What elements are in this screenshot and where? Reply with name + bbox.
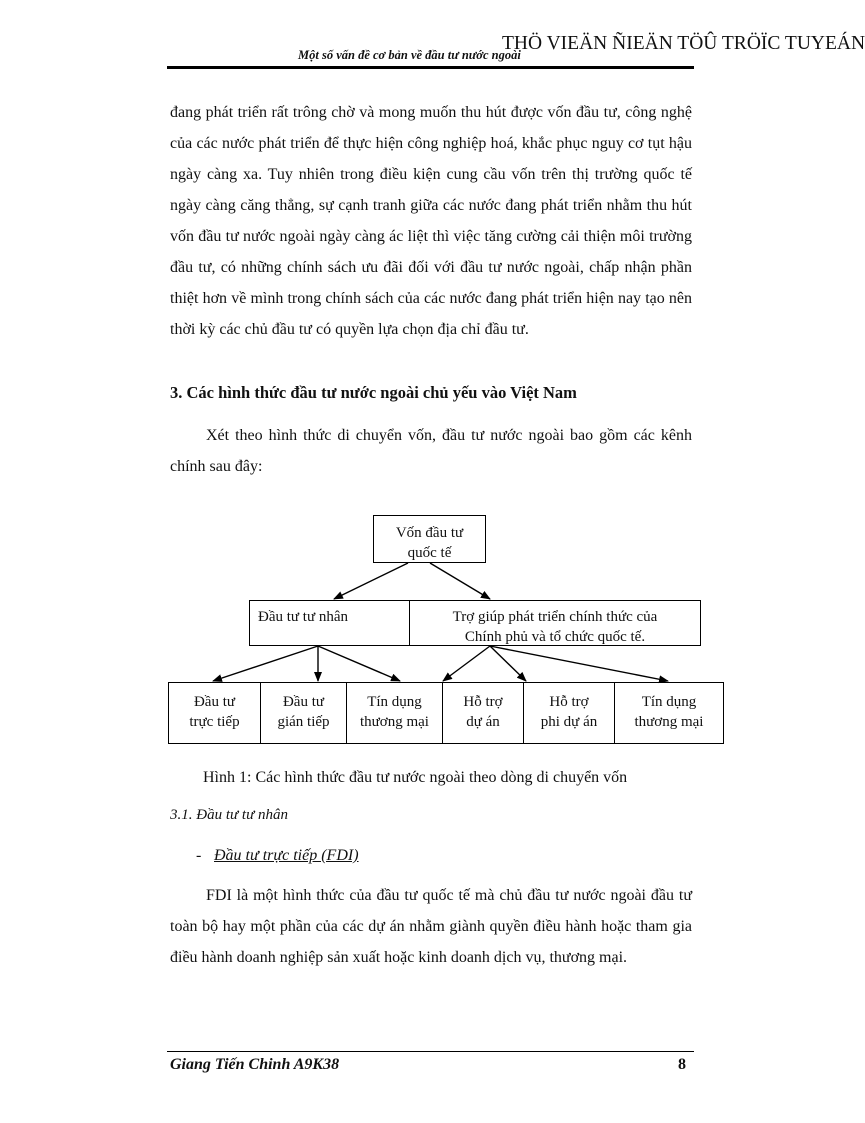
leaf-line2: trực tiếp — [189, 714, 240, 730]
diagram-private-investment: Đầu tư tư nhân — [250, 601, 410, 645]
leaf-line1: Hỗ trợ — [463, 694, 503, 710]
diagram-root-line1: Vốn đầu tư — [395, 525, 464, 541]
diagram-leaf — [524, 683, 615, 743]
arrow-oda-to-project — [443, 646, 490, 681]
diagram-oda-line2: Chính phủ và tổ chức quốc tế. — [464, 629, 646, 645]
leaf-line1: Đầu tư — [282, 694, 325, 710]
leaf-line2: thương mại — [360, 714, 429, 730]
leaf-line1: Đầu tư — [193, 694, 236, 710]
arrow-root-to-oda — [430, 563, 490, 599]
diagram-leaf — [443, 683, 524, 743]
bullet-dash: - — [196, 847, 202, 864]
leaf-line1: Hỗ trợ — [549, 694, 589, 710]
diagram-middle-box — [249, 600, 701, 646]
paragraph-1: đang phát triển rất trông chờ và mong muốn thu hút được vốn đầu tư, công nghệ của các nước phát triển để thực hiện công nghiệp hoá, khắc phục nguy cơ tụt hậu ngày càng xa. Tuy nhiên trong điều kiện cung cầu vốn trên thị trường quốc tế ngày càng căng thẳng, sự cạnh tranh giữa các nước đang phát triển nhằm thu hút vốn đầu tư nước ngoài ngày càng ác liệt thì việc tăng cường cải thiện môi trường đầu tư, có những chính sách ưu đãi đối với đầu tư nước ngoài, chấp nhận phần thiệt hơn về mình trong chính sách của các nước đang phát triển hiện nay tạo nên thời kỳ các chủ đầu tư có quyền lựa chọn địa chỉ đầu tư. — [170, 104, 692, 338]
header-rule — [167, 66, 694, 69]
diagram-oda-line1: Trợ giúp phát triển chính thức của — [452, 609, 658, 625]
footer-author: Giang Tiến Chinh A9K38 — [170, 1056, 340, 1073]
page-number: 8 — [678, 1056, 686, 1073]
paragraph-2: Xét theo hình thức di chuyển vốn, đầu tư nước ngoài bao gồm các kênh chính sau đây: — [170, 427, 692, 475]
subsection-heading-3-1: 3.1. Đầu tư tư nhân — [170, 807, 289, 823]
figure-caption: Hình 1: Các hình thức đầu tư nước ngoài theo dòng di chuyển vốn — [203, 769, 628, 786]
leaf-line2: thương mại — [634, 714, 704, 730]
running-header: Một số vấn đề cơ bản về đầu tư nước ngoài — [298, 48, 521, 62]
footer-rule — [167, 1051, 694, 1052]
diagram-leaf-row — [168, 682, 724, 744]
arrow-root-to-private — [334, 563, 408, 599]
section-heading-3: 3. Các hình thức đầu tư nước ngoài chủ yếu vào Việt Nam — [170, 383, 577, 402]
diagram-leaf — [615, 683, 723, 743]
diagram-leaf — [261, 683, 347, 743]
diagram-leaf — [347, 683, 443, 743]
diagram-root-line2: quốc tế — [407, 545, 452, 561]
arrow-private-to-direct — [213, 646, 318, 681]
leaf-line1: Tín dụng — [641, 694, 697, 710]
bullet-fdi — [196, 847, 359, 865]
diagram-leaf — [169, 683, 261, 743]
leaf-line2: dự án — [466, 714, 500, 730]
leaf-line2: gián tiếp — [277, 714, 330, 730]
paragraph-3: FDI là một hình thức của đầu tư quốc tế mà chủ đầu tư nước ngoài đầu tư toàn bộ hay một phần của các dự án nhằm giành quyền điều hành hoặc tham gia điều hành doanh nghiệp sản xuất hoặc kinh doanh dịch vụ, thương mại. — [170, 887, 692, 966]
leaf-line1: Tín dụng — [367, 694, 422, 710]
arrow-private-to-credit — [318, 646, 400, 681]
diagram-root-box — [373, 515, 486, 563]
leaf-line2: phi dự án — [540, 714, 598, 730]
watermark-text: THÖ VIEÄN ÑIEÄN TÖÛ TRÖÏC TUYEÁN — [502, 33, 865, 54]
arrow-oda-to-credit — [490, 646, 668, 681]
diagram-oda — [410, 601, 700, 645]
bullet-fdi-text: Đầu tư trực tiếp (FDI) — [214, 847, 359, 864]
arrow-oda-to-nonproject — [490, 646, 526, 681]
